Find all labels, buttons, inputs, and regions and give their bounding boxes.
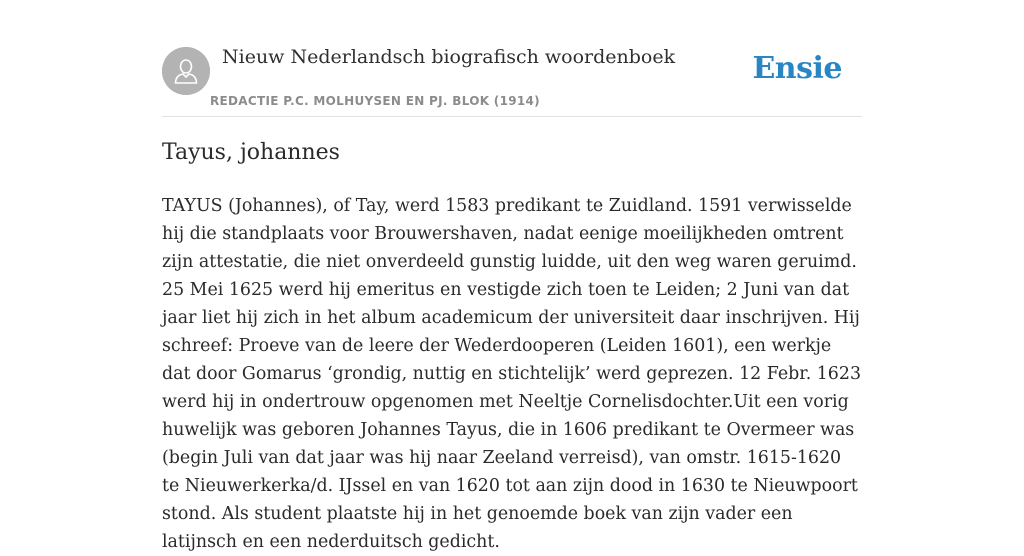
site-header (162, 0, 862, 117)
ensie-logo[interactable]: Ensie (752, 51, 842, 86)
user-avatar-icon[interactable] (162, 47, 210, 95)
entry-body: TAYUS (Johannes), of Tay, werd 1583 predikant te Zuidland. 1591 verwisselde hij die standplaats voor Brouwershaven, nadat eenige moeilijkheden omtrent zijn attestatie, die niet onverdeeld gunstig luidde, uit den weg waren geruimd. 25 Mei 1625 werd hij emeritus en vestigde zich toen te Leiden; 2 Juni van dat jaar liet hij zich in het album academicum der universiteit daar inschrijven. Hij schreef: Proeve van de leere der Wederdooperen (Leiden 1601), een werkje dat door Gomarus ‘grondig, nuttig en stichtelijk’ werd geprezen. 12 Febr. 1623 werd hij in ondertrouw opgenomen met Neeltje Cornelisdochter.Uit een vorig huwelijk was geboren Johannes Tayus, die in 1606 predikant te Overmeer was (begin Juli van dat jaar was hij naar Zeeland verreisd), van omstr. 1615-1620 te Nieuwerkerka/d. IJssel en van 1620 tot aan zijn dood in 1630 te Nieuwpoort stond. Als student plaatste hij in het genoemde boek van zijn vader een latijnsch en een nederduitsch gedicht. (162, 196, 862, 552)
book-title[interactable]: Nieuw Nederlandsch biografisch woordenboek (222, 46, 676, 68)
page (162, 0, 862, 552)
entry-title: Tayus, johannes (162, 140, 340, 165)
editors-label: REDACTIE P.C. MOLHUYSEN EN PJ. BLOK (1914) (210, 94, 540, 108)
